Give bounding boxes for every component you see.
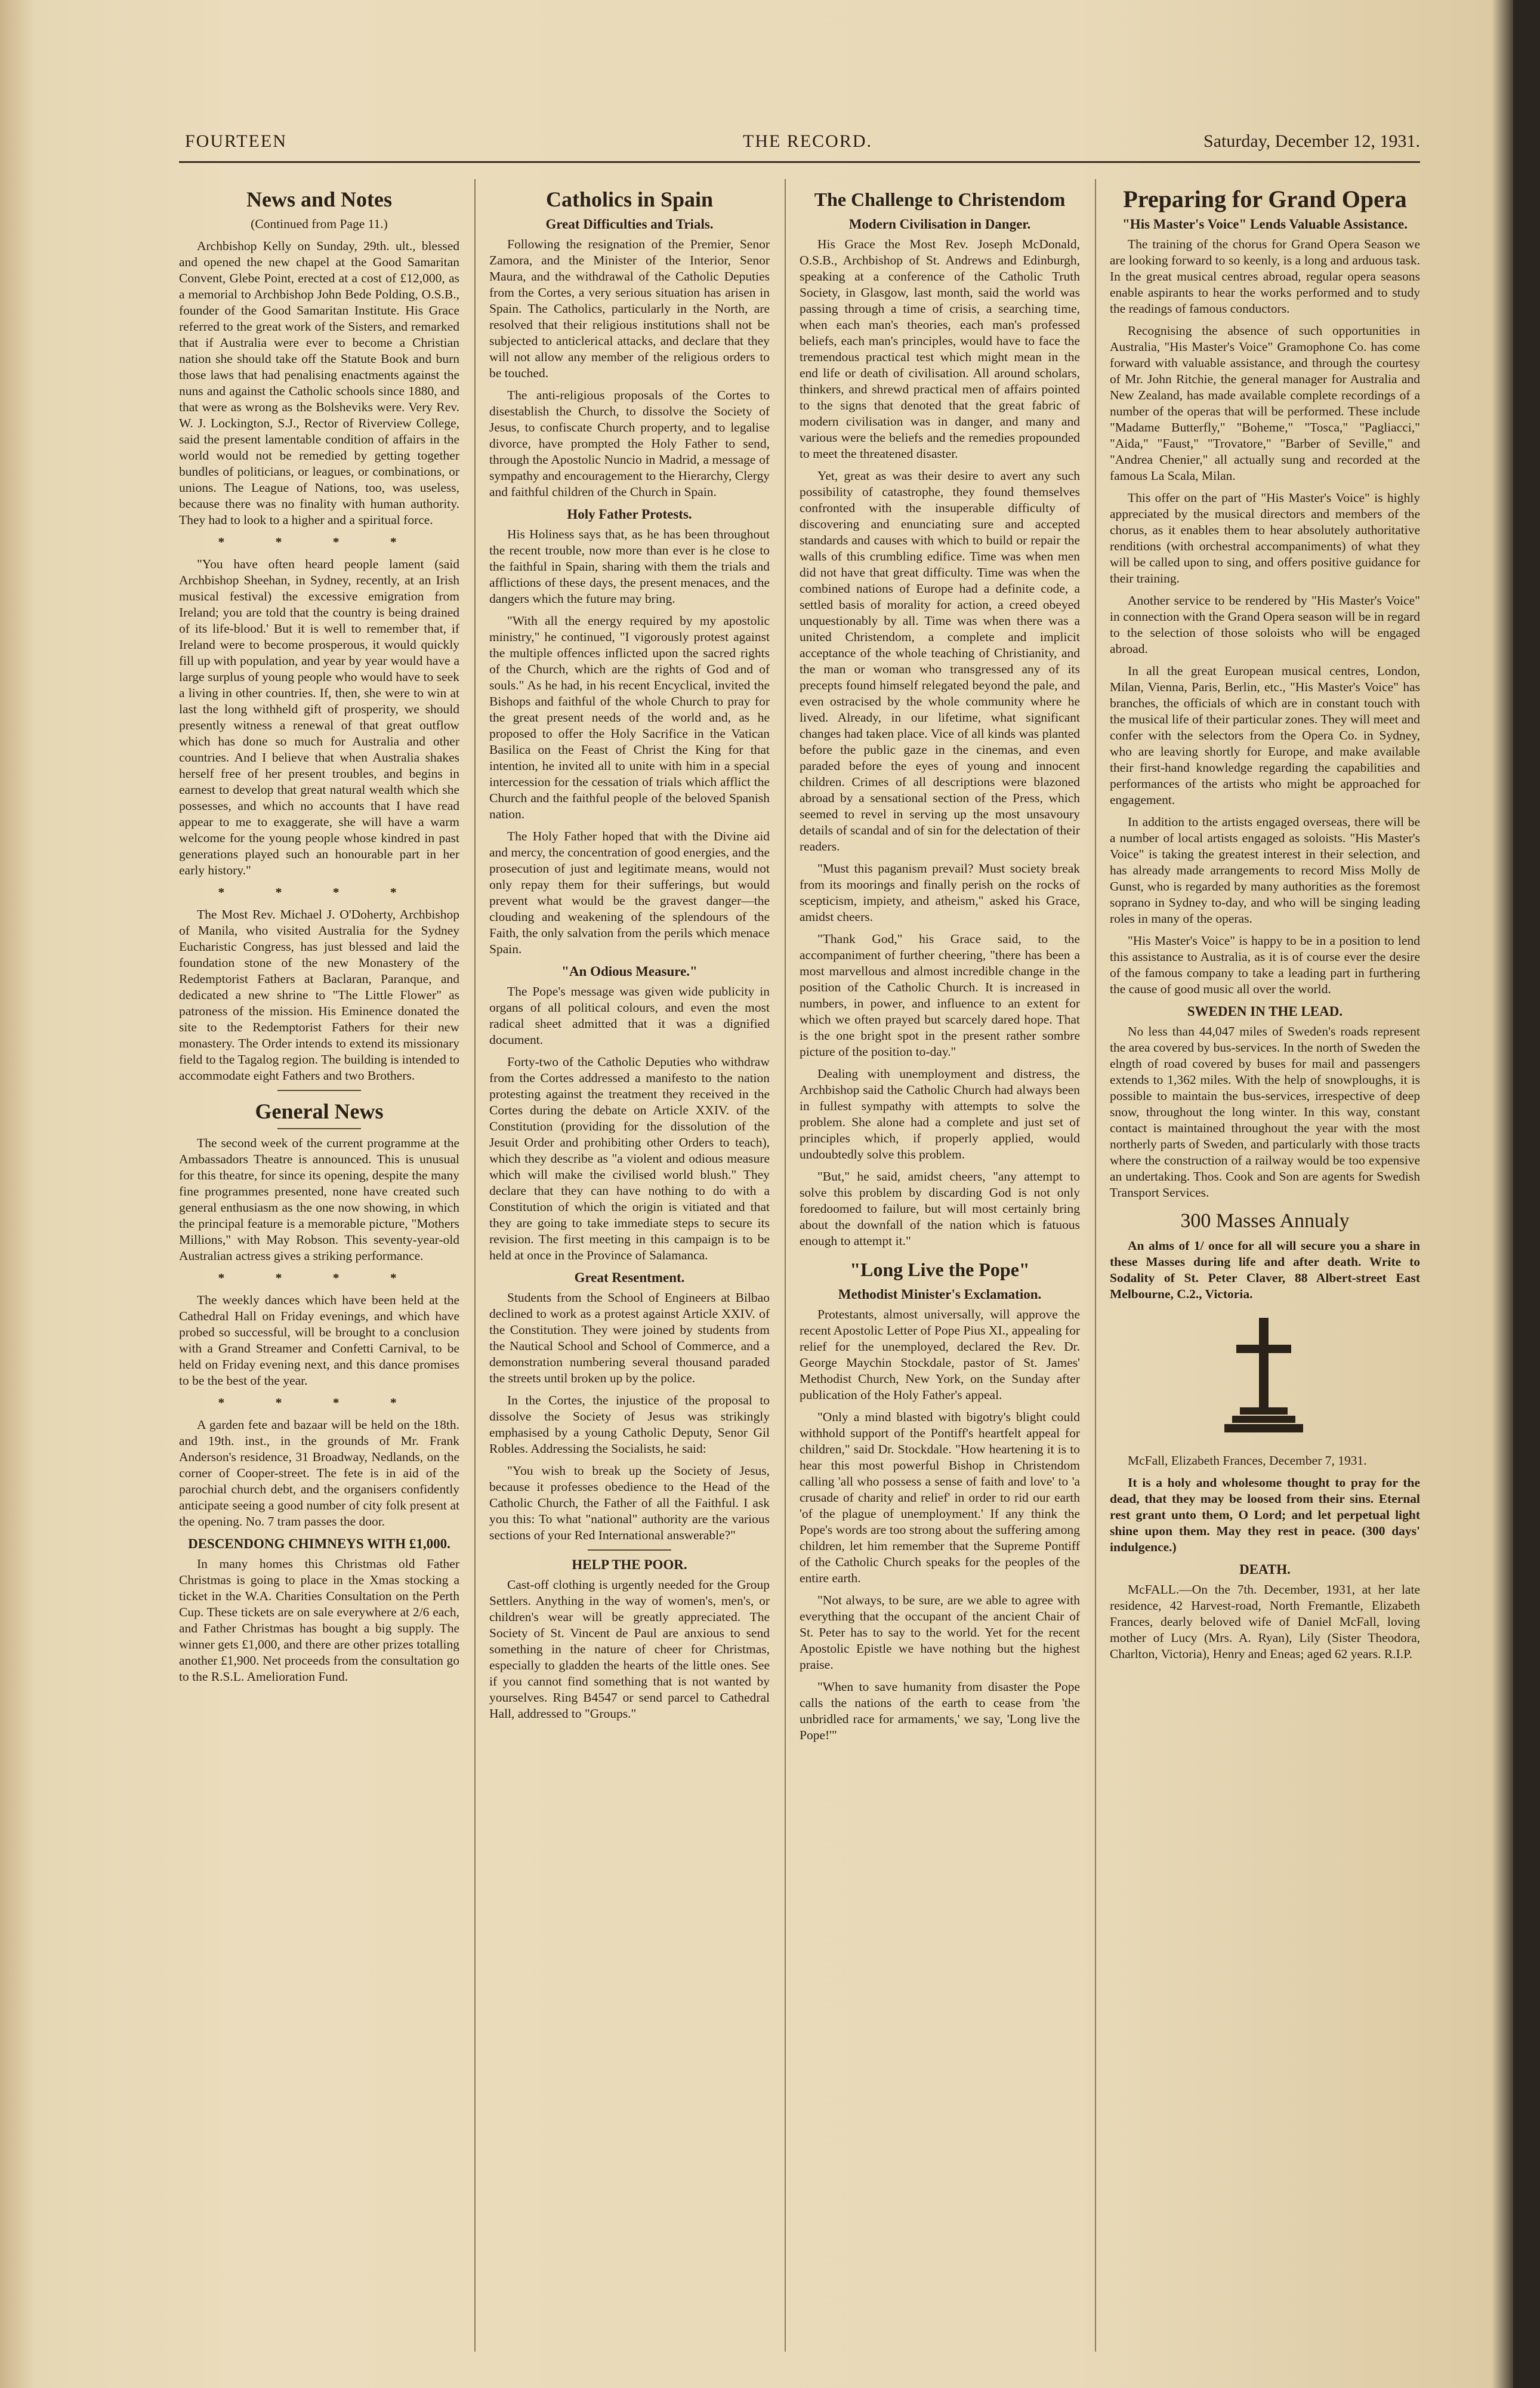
paragraph: "Must this paganism prevail? Must society break from its moorings and finally perish on the rocks of scepticism, impiety, and atheism," asked his Grace, amidst cheers. <box>800 861 1080 924</box>
separator: * * * * <box>218 535 421 549</box>
article-subtitle: "His Master's Voice" Lends Valuable Assistance. <box>1122 217 1408 232</box>
paragraph: "You wish to break up the Society of Jesus, because it professes obedience to the Head of the Catholic Church, the Father of all the Faithful. I ask you this: To what "national" authority are the various sections of your Red International answerable?" <box>489 1463 770 1542</box>
issue-date: Saturday, December 12, 1931. <box>1203 131 1420 151</box>
paragraph: The Holy Father hoped that with the Divine aid and mercy, the concentration of good energies, and the prosecution of just and legitimate means, would not only repay them for their sufferings, but would prevent what would be the gravest danger—the clouding and weakening of the splendours of the Faith, the only salvation from the perils which menace Spain. <box>489 829 770 956</box>
paragraph: The second week of the current programme at the Ambassadors Theatre is announced. This is unusual for this theatre, for since its opening, despite the many fine programmes presented, none have created such general enthusiasm as the one now showing, in which the principal feature is a memorable picture, "Mothers Millions," with May Robson. This seventy-year-old Australian actress gives a striking performance. <box>179 1136 459 1263</box>
paragraph: "With all the energy required by my apostolic ministry," he continued, "I vigorously protest against the multiple offences inflicted upon the sacred rights of the Church, which are the rights of God and of souls." As he had, in his recent Encyclical, invited the Bishops and faithful of the whole Church to pray for the great present needs of the world and, as he proposed to offer the Holy Sacrifice in the Vatican Basilica on the Feast of Christ the King for that intention, he invited all to unite with him in a special intercession for the cessation of trials which afflict the Church and the faithful people of the beloved Spanish nation. <box>489 614 770 821</box>
paragraph: "Not always, to be sure, are we able to agree with everything that the occupant of the ancient Chair of St. Peter has to say to the world. Yet for the recent Apostolic Epistle we have nothing but the highest praise. <box>800 1593 1080 1672</box>
separator: * * * * <box>218 1395 421 1410</box>
paragraph: The anti-religious proposals of the Cortes to disestablish the Church, to dissolve the Society of Jesus, to confiscate Church property, and to legalise divorce, have prompted the Holy Father to send, through the Apostolic Nuncio in Madrid, a message of sympathy and encouragement to the Hierarchy, Clergy and faithful children of the Church in Spain. <box>489 388 770 499</box>
paragraph: In addition to the artists engaged overseas, there will be a number of local artists engaged as soloists. "His Master's Voice" is taking the greatest interest in their selection, and has already made arrangements to record Miss Molly de Gunst, who is regarded by many authorities as the foremost soprano in Sydney to-day, and who will be singing leading roles in many of the operas. <box>1110 815 1420 926</box>
paragraph: His Grace the Most Rev. Joseph McDonald, O.S.B., Archbishop of St. Andrews and Edinburgh, speaking at a conference of the Catholic Truth Society, in Glasgow, last month, said the world was passing through a time of crisis, a searching time, when each man's theories, each man's professed beliefs, each man's principles, would have to face the tremendous practical test which might mean in the end life or death of civilisation. All around scholars, thinkers, and shrewd practical men of affairs pointed to the signs that denoted that the great fabric of modern civilisation was in danger, and many and various were the beliefs and the remedies propounded to meet the threatened disaster. <box>800 237 1080 461</box>
paragraph: An alms of 1/ once for all will secure you a share in these Masses during life and after death. Write to Sodality of St. Peter Claver, 88 Albert-street East Melbourne, C.2., Victoria. <box>1110 1238 1420 1301</box>
paragraph: Forty-two of the Catholic Deputies who withdraw from the Cortes addressed a manifesto to the nation protesting against the treatment they received in the Cortes during the debate on Article XXIV. of the Constitution (providing for the dissolution of the Jesuit Order and prohibiting other Orders to teach), which they describe as "a violent and odious measure which will make the civilised world blush." They declare that they can have nothing to do with a Constitution of which the origin is vitiated and that they are going to take immediate steps to secure its revision. The first meeting in this campaign is to be held at once in the Province of Salamanca. <box>489 1055 770 1262</box>
continued-note: (Continued from Page 11.) <box>251 217 388 231</box>
paragraph: Protestants, almost universally, will approve the recent Apostolic Letter of Pope Pius XI., appealing for relief for the unemployed, declared the Rev. Dr. George Maychin Stockdale, pastor of St. James' Methodist Church, New York, on the Sunday after publication of the Holy Father's appeal. <box>800 1307 1080 1402</box>
paragraph: The weekly dances which have been held at the Cathedral Hall on Friday evenings, and which have probed so successful, will be brought to a conclusion with a Grand Streamer and Confetti Carnival, to be held on Friday evening next, and this dance promises to be the best of the year. <box>179 1293 459 1388</box>
article-title: Preparing for Grand Opera <box>1123 186 1407 212</box>
paragraph: Dealing with unemployment and distress, the Archbishop said the Catholic Church had always been in fullest sympathy with attempts to solve the problem. She alone had a complete and just set of principles which, if properly applied, would undoubtedly solve this problem. <box>800 1067 1080 1161</box>
article-title: 300 Masses Annualy <box>1180 1210 1350 1232</box>
paragraph: McFall, Elizabeth Frances, December 7, 1931. <box>1128 1453 1367 1468</box>
paragraph: The Pope's message was given wide publicity in organs of all political colours, and even the most radical sheet admitted that it was a dignified document. <box>489 984 770 1047</box>
column-challenge-to-christendom <box>800 179 1080 1749</box>
section-heading: Great Resentment. <box>574 1270 685 1285</box>
paragraph: His Holiness says that, as he has been throughout the recent trouble, now more than ever is he close to the faithful in Spain, sharing with them the trials and afflictions of these days, the present menaces, and the dangers which the future may bring. <box>489 527 770 606</box>
paragraph: In all the great European musical centres, London, Milan, Vienna, Paris, Berlin, etc., "His Master's Voice" has branches, the officials of which are in constant touch with the musical life of their particular zones. They will meet and confer with the selectors from the Opera Co. in Sydney, who are leaving shortly for Europe, and make available their first-hand knowledge regarding the capabilities and performances of the artists who might be approached for engagement. <box>1110 664 1420 807</box>
page-binding <box>1513 0 1540 2388</box>
paragraph: Following the resignation of the Premier, Senor Zamora, and the Minister of the Interior, Senor Maura, and the withdrawal of the Catholic Deputies from the Cortes, a very serious situation has arisen in Spain. The Catholics, particularly in the North, are resolved that their religious institutions shall not be subjected to anticlerical attacks, and declare that they will not allow any member of the religious orders to be touched. <box>489 237 770 380</box>
paragraph: "Only a mind blasted with bigotry's blight could withhold support of the Pontiff's heartfelt appeal for children," said Dr. Stockdale. "How heartening it is to hear this most powerful Bishop in Christendom calling 'all who possess a sense of faith and love' to 'a crusade of charity and relief' in order to rid our earth 'of the plague of unemployment.' If any think the Pope's words are too strong about the suffering among children, let him remember that the Supreme Pontiff of the Catholic Church speaks for the peoples of the entire earth. <box>800 1410 1080 1585</box>
paragraph: The Most Rev. Michael J. O'Doherty, Archbishop of Manila, who visited Australia for the Sydney Eucharistic Congress, has just blessed and laid the foundation stone of the new Monastery of the Redemptorist Fathers at Baclaran, Paranque, and dedicated a new shrine to "The Little Flower" as patroness of the mission. His Eminence donated the site to the Redemptorist Fathers for their new monastery. The Order intends to extend its missionary field to the Tagalog region. The building is intended to accommodate eight Fathers and two Brothers. <box>179 907 459 1083</box>
paragraph: Recognising the absence of such opportunities in Australia, "His Master's Voice" Gramophone Co. has come forward with valuable assistance, and through the courtesy of Mr. John Ritchie, the general manager for Australia and New Zealand, has made available complete recordings of a number of the operas that will be performed. These include "Madame Butterfly," "Boheme," "Tosca," "Pagliacci," "Aida," "Faust," "Trovatore," "Barber of Seville," and "Andrea Chenier," all actually sung and recorded at the famous La Scala, Milan. <box>1110 323 1420 483</box>
article-title: News and Notes <box>246 187 392 211</box>
article-title: DESCENDONG CHIMNEYS WITH £1,000. <box>188 1536 450 1551</box>
paragraph: Students from the School of Engineers at Bilbao declined to work as a protest against Article XXIV. of the Constitution. They were joined by students from the Nautical School and School of Commerce, and a demonstration numbering several thousand paraded the streets until broken up by the police. <box>489 1290 770 1385</box>
separator: * * * * <box>218 1271 421 1285</box>
header-rule <box>179 161 1420 163</box>
paragraph: Yet, great as was their desire to avert any such possibility of catastrophe, they found themselves confronted with the insuperable difficulty of discovering and enunciating sure and accepted standards and causes with which to build or repair the walls of this crumbling edifice. Time was when men did not have that great difficulty. Time was when the combined nations of Europe had a definite code, a settled basis of morality for action, a creed obeyed unquestionably by all. Time was when there was a united Christendom, a complete and implicit acceptance of the whole teaching of Christianity, and the man or woman who transgressed any of its precepts found himself relegated beyond the pale, and even ostracised by the whole community where he lived. Already, in our lifetime, what significant changes had taken place. Vice of all kinds was planted before the public gaze in the cinemas, and even paraded before the eyes of young and innocent children. Crimes of all descriptions were blazoned abroad by a sensational section of the Press, which seemed to revel in serving up the most unsavoury details of scandal and of sin for the delectation of their readers. <box>800 469 1080 853</box>
paragraph: "When to save humanity from disaster the Pope calls the nations of the earth to cease from 'the unbridled race for armaments,' we say, 'Long live the Pope!'" <box>800 1680 1080 1742</box>
paragraph: In the Cortes, the injustice of the proposal to dissolve the Society of Jesus was strikingly emphasised by a young Catholic Deputy, Senor Gil Robles. Addressing the Socialists, he said: <box>489 1393 770 1456</box>
column-divider <box>1095 179 1096 2352</box>
paragraph: A garden fete and bazaar will be held on the 18th. and 19th. inst., in the grounds of Mr. Frank Anderson's residence, 31 Broadway, Nedlands, on the corner of Cooper-street. The fete is in aid of the parochial church debt, and the organisers confidently anticipate seeing a good number of city folk present at the opening. No. 7 tram passes the door. <box>179 1418 459 1529</box>
paragraph: It is a holy and wholesome thought to pray for the dead, that they may be loosed from their sins. Eternal rest grant unto them, O Lord; and let perpetual light shine upon them. May they rest in peace. (300 days' indulgence.) <box>1110 1475 1420 1554</box>
paragraph: "You have often heard people lament (said Archbishop Sheehan, in Sydney, recently, at an Irish musical festival) the excessive emigration from Ireland; you are told that the country is being drained of its life-blood.' But it is well to remember that, if Ireland were to become prosperous, it would quickly fill up with population, and year by year would have a large surplus of young people who would have to seek a living in other countries. If, then, she were to win at last the long withheld gift of prosperity, we should presently witness a renewal of that great outflow which has done so much for Australia and other countries. And I believe that when Australia shakes herself free of her present troubles, and begins in earnest to develop that great natural wealth which she possesses, and which no accounts that I have read appear to me to exaggerate, she will have a warm welcome for the young people whose kindred in past generations played such an honourable part in her early history." <box>179 557 459 877</box>
article-subtitle: Modern Civilisation in Danger. <box>848 217 1031 232</box>
article-title: HELP THE POOR. <box>572 1557 687 1572</box>
article-title: Catholics in Spain <box>545 187 714 211</box>
section-heading: Holy Father Protests. <box>567 507 692 522</box>
column-divider <box>785 179 786 2352</box>
column-divider <box>474 179 476 2352</box>
paragraph: Archbishop Kelly on Sunday, 29th. ult., blessed and opened the new chapel at the Good Samaritan Convent, Glebe Point, erected at a cost of £12,000, as a memorial to Archbishop John Bede Polding, O.S.B., founder of the Good Samaritan Institute. His Grace referred to the great work of the Sisters, and remarked that if Australia were ever to become a Christian nation she should take off the Statute Book and burn those laws that had penalising enactments against the nuns and against the Catholic schools since 1880, and that were as wrong as the Bolsheviks were. Very Rev. W. J. Lockington, S.J., Rector of Riverview College, said the present lamentable condition of affairs in the world would not be remedied by getting together bundles of politicians, or leagues, or combinations, or unions. The League of Nations, too, was useless, because there was no finality with human authority. They had to look to a higher and a spiritual force. <box>179 239 459 527</box>
paragraph: This offer on the part of "His Master's Voice" is highly appreciated by the musical directors and members of the chorus, as it enables them to hear absolutely authoritative renditions (with orchestral accompaniments) of what they will be called upon to sing, and offers positive guidance for their training. <box>1110 491 1420 586</box>
column-catholics-in-spain <box>489 179 770 1728</box>
paragraph: "But," he said, amidst cheers, "any attempt to solve this problem by discarding God is not only foredoomed to failure, but will most certainly bring about the downfall of the nation which is fatuous enough to attempt it." <box>800 1169 1080 1248</box>
article-title: "Long Live the Pope" <box>850 1259 1030 1280</box>
paragraph: "Thank God," his Grace said, to the accompaniment of further cheering, "there has been a most marvellous and almost incredible change in the position of the Catholic Church. It is increased in numbers, in power, and influence to an extent for which we often prayed but scarcely dared hope. That is the one bright spot in the present rather sombre picture of the position to-day." <box>800 932 1080 1059</box>
paper-title: THE RECORD. <box>743 131 872 151</box>
paragraph: Cast-off clothing is urgently needed for the Group Settlers. Anything in the way of women's, men's, or children's wear will be greatly appreciated. The Society of St. Vincent de Paul are anxious to send something in the nature of cheer for Christmas, especially to gladden the hearts of the little ones. See if you cannot find something that is not wanted by yourselves. Ring B4547 or send parcel to Cathedral Hall, addressed to "Groups." <box>489 1577 770 1721</box>
article-title: DEATH. <box>1239 1562 1291 1577</box>
paragraph: In many homes this Christmas old Father Christmas is going to place in the Xmas stocking a ticket in the W.A. Charities Consultation on the Perth Cup. These tickets are on sale everywhere at 2/6 each, and Father Christmas has bought a big supply. The winner gets £1,000, and there are other prizes totalling another £1,900. Net proceeds from the consultation go to the R.S.L. Amelioration Fund. <box>179 1557 459 1684</box>
column-news-and-notes <box>179 179 459 1691</box>
separator: * * * * <box>218 885 421 899</box>
article-title: The Challenge to Christendom <box>814 189 1066 210</box>
rule <box>277 1090 361 1091</box>
paragraph: Another service to be rendered by "His Master's Voice" in connection with the Grand Opera season will be in regard to the selection of those soloists who will be engaged abroad. <box>1110 593 1420 656</box>
rule <box>588 1549 671 1551</box>
column-grand-opera <box>1110 179 1420 1668</box>
paragraph: No less than 44,047 miles of Sweden's roads represent the area covered by bus-services. In the north of Sweden the elngth of road covered by buses for mail and passengers extends to 1,362 miles. With the help of snowploughs, it is possible to maintain the bus-services, irrespective of deep snow, throughout the long winter. In this way, constant contact is maintained throughout the year with the most northerly parts of Sweden, and particularly with those tracts where the construction of a railway would be too expensive an undertaking. Thos. Cook and Son are agents for Swedish Transport Services. <box>1110 1024 1420 1200</box>
article-title: SWEDEN IN THE LEAD. <box>1187 1004 1343 1019</box>
paragraph: "His Master's Voice" is happy to be in a position to lend this assistance to Australia, as it is of course ever the desire of the famous company to take a leading part in furthering the cause of good music all over the world. <box>1110 933 1420 996</box>
section-heading: "An Odious Measure." <box>561 964 698 979</box>
paragraph: The training of the chorus for Grand Opera Season we are looking forward to so keenly, is a long and arduous task. In the great musical centres abroad, regular opera seasons enable aspirants to hear the works performed and to study the readings of famous conductors. <box>1110 237 1420 316</box>
article-subtitle: Methodist Minister's Exclamation. <box>838 1287 1042 1302</box>
article-title: General News <box>255 1099 384 1123</box>
paragraph: McFALL.—On the 7th. December, 1931, at her late residence, 42 Harvest-road, North Fremantle, Elizabeth Frances, dearly beloved wife of Daniel McFall, loving mother of Lucy (Mrs. A. Ryan), Lily (Sister Theodora, Charlton, Victoria), Henry and Eneas; aged 62 years. R.I.P. <box>1110 1582 1420 1661</box>
memorial-cross-icon <box>1110 1312 1420 1443</box>
article-subtitle: Great Difficulties and Trials. <box>545 217 714 232</box>
page-number: FOURTEEN <box>185 131 287 151</box>
rule <box>277 1128 361 1129</box>
